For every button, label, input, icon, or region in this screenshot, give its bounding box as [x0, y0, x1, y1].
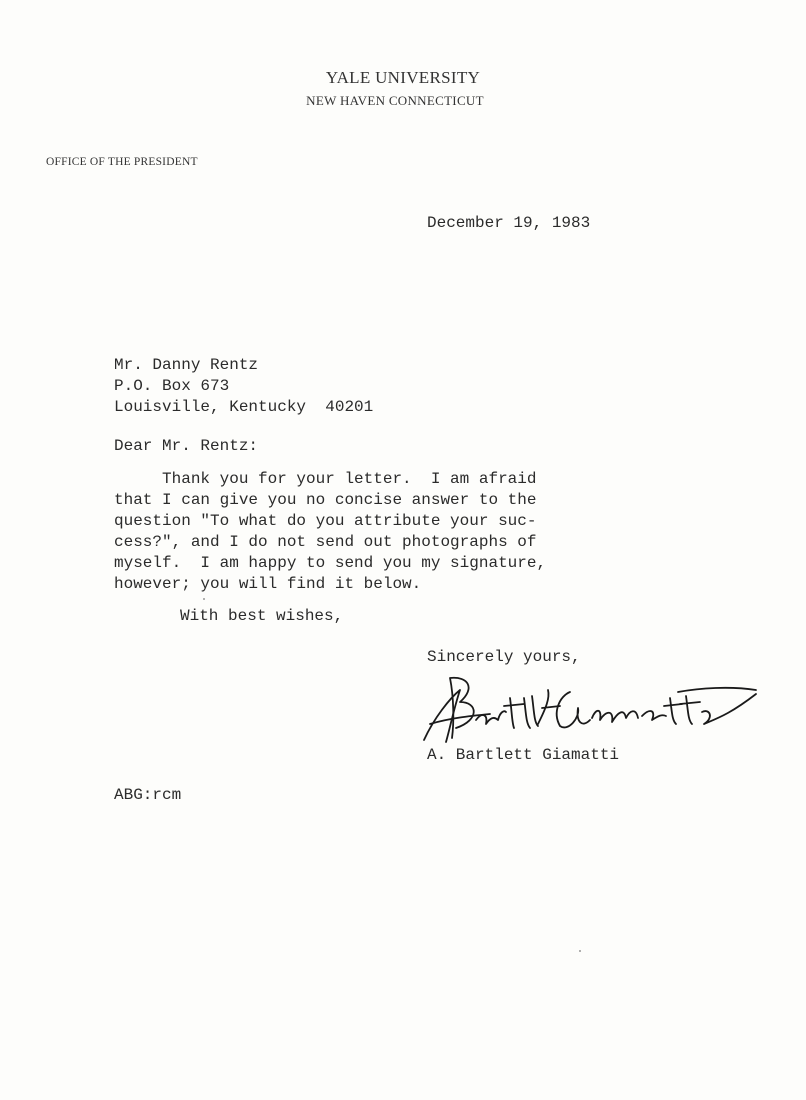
- recipient-address-line2: Louisville, Kentucky 40201: [114, 398, 374, 416]
- closing-wishes: With best wishes,: [180, 607, 344, 625]
- paper-speck: [203, 598, 205, 600]
- signer-name: A. Bartlett Giamatti: [427, 746, 620, 764]
- letterhead-office: OFFICE OF THE PRESIDENT: [46, 156, 198, 168]
- letterhead-location: NEW HAVEN CONNECTICUT: [306, 93, 484, 108]
- reference-initials: ABG:rcm: [114, 786, 182, 804]
- body-line: cess?", and I do not send out photographs of: [114, 533, 537, 551]
- letterhead-institution: YALE UNIVERSITY: [325, 68, 481, 87]
- paper-speck: [579, 950, 581, 952]
- body-line: question "To what do you attribute your suc-: [114, 512, 537, 530]
- closing: Sincerely yours,: [427, 648, 581, 666]
- body-line: Thank you for your letter. I am afraid: [114, 470, 537, 488]
- signature-icon: [420, 668, 760, 748]
- body-line: however; you will find it below.: [114, 575, 422, 593]
- recipient-name: Mr. Danny Rentz: [114, 356, 259, 374]
- recipient-address-line1: P.O. Box 673: [114, 377, 230, 395]
- body-line: that I can give you no concise answer to the: [114, 491, 537, 509]
- letter-date: December 19, 1983: [427, 214, 591, 232]
- body-line: myself. I am happy to send you my signature,: [114, 554, 547, 572]
- salutation: Dear Mr. Rentz:: [114, 437, 259, 455]
